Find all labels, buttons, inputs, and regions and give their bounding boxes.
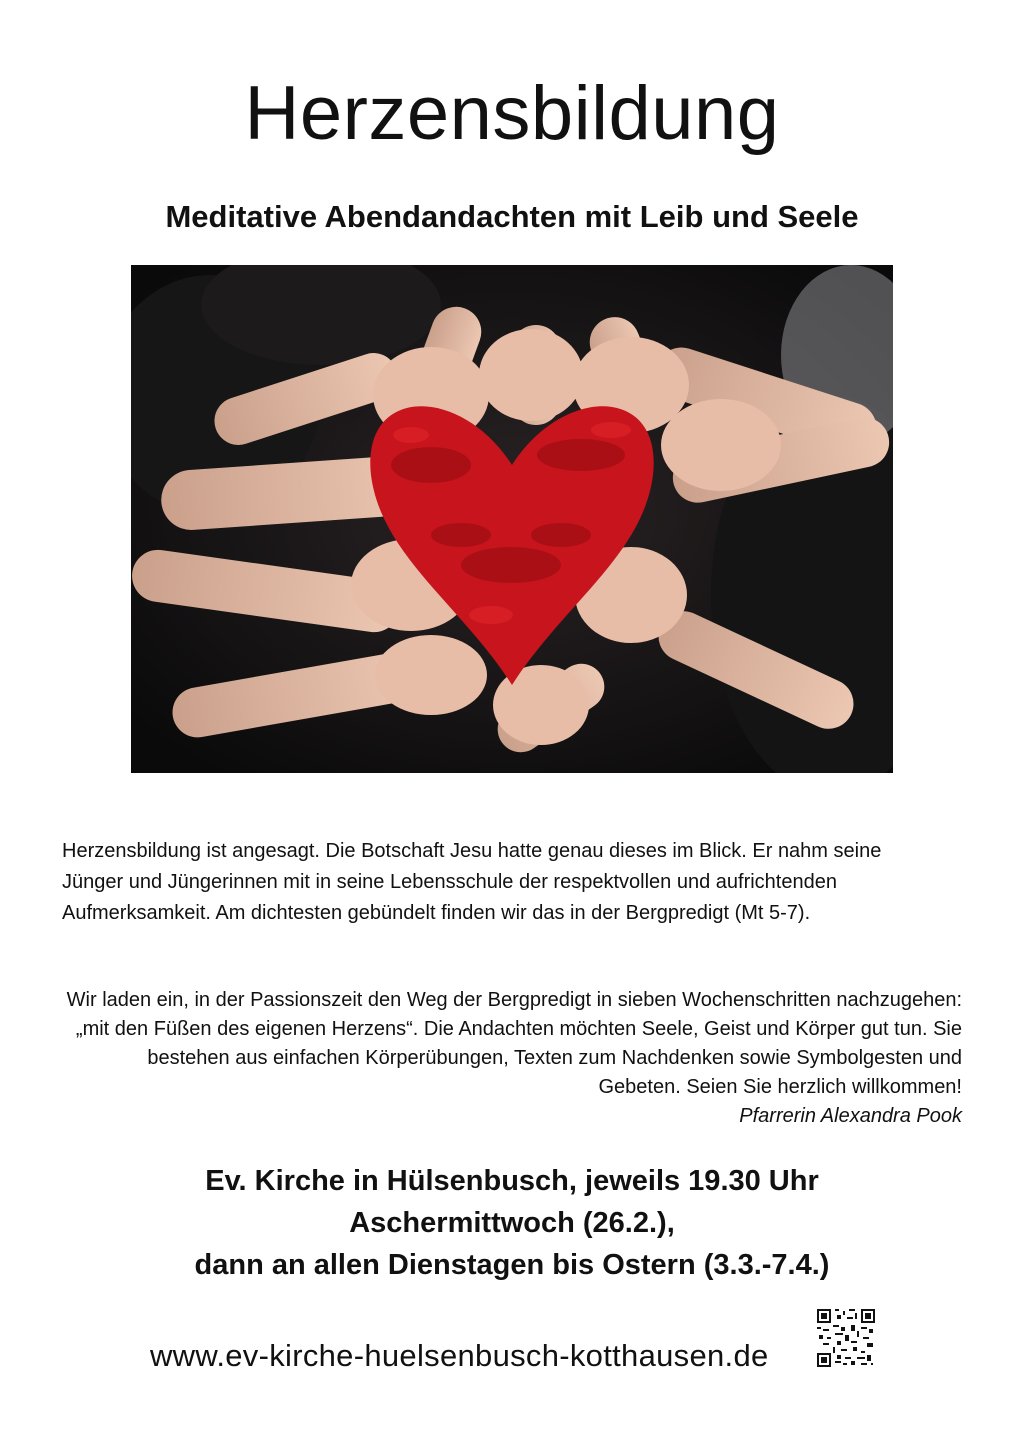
invitation-text: Wir laden ein, in der Passionszeit den Weg der Bergpredigt in sieben Wochenschritten nachzugehen: „mit den Füßen des eigenen Herzens“. Die Andachten möchten Seele, Geist und Körper gut tun. Sie bestehen aus einfachen Körperübungen, Texten zum Nachdenken sowie Symbolgesten und Gebeten. Seien Sie herzlich willkommen! xyxy=(66,989,962,1098)
event-info xyxy=(0,1160,1024,1286)
invitation-block xyxy=(62,986,962,1131)
subtitle: Meditative Abendandachten mit Leib und Seele xyxy=(165,199,859,234)
event-following-dates: dann an allen Dienstagen bis Ostern (3.3.-7.4.) xyxy=(194,1249,830,1281)
qr-code-icon[interactable] xyxy=(817,1309,875,1367)
hands-heart-illustration xyxy=(131,265,893,773)
hands-heart-photo xyxy=(131,265,893,773)
intro-paragraph: Herzensbildung ist angesagt. Die Botschaft Jesu hatte genau dieses im Blick. Er nahm seine Jünger und Jüngerinnen mit in seine Lebensschule der respektvollen und aufrichtenden Aufmerksamkeit. Am dichtesten gebündelt finden wir das in der Bergpredigt (Mt 5-7). xyxy=(62,840,882,924)
event-location-time: Ev. Kirche in Hülsenbusch, jeweils 19.30 Uhr xyxy=(205,1165,819,1197)
author-signature: Pfarrerin Alexandra Pook xyxy=(739,1105,962,1127)
website-link[interactable]: www.ev-kirche-huelsenbusch-kotthausen.de xyxy=(150,1338,769,1373)
event-first-date: Aschermittwoch (26.2.), xyxy=(349,1207,675,1239)
page-title: Herzensbildung xyxy=(244,71,780,156)
